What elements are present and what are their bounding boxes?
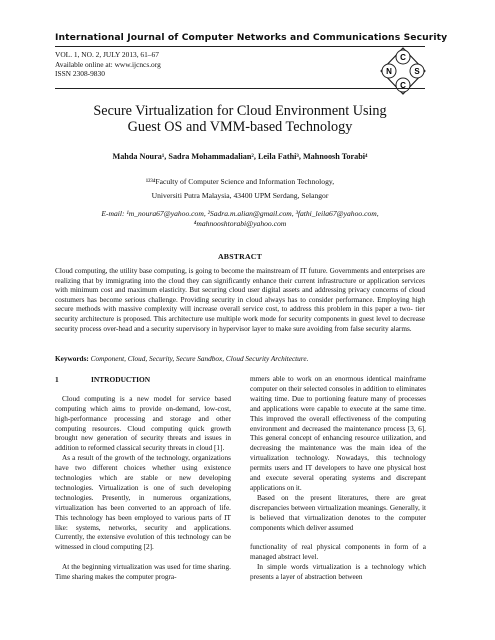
right-paragraph-1: mmers able to work on an enormous identical mainframe computer on their selected consoles in addition to eliminates waiting time. Due to portioning feature many of processes and applications were capable to execute at the same time. This improved the overall effectiveness of the computing environment and decreased the maintenance process [3, 6]. This general concept of enhancing resource utilization, and decreasing the maintenance was the main idea of the virtualization technology. Nowadays, this technology permits users and IT developers to have one physical host and execute several operating systems and discrepant applications on it.	[250, 375, 426, 492]
keywords	[55, 355, 425, 365]
logo-letter-left: N	[386, 67, 392, 76]
meta-rule	[55, 88, 425, 89]
paper-title-line-2: Guest OS and VMM-based Technology	[127, 119, 353, 136]
affiliation-line-2: Universiti Putra Malaysia, 43400 UPM Serdang, Selangor	[151, 191, 329, 200]
paper-title-line-1: Secure Virtualization for Cloud Environment Using	[93, 103, 387, 119]
right-paragraph-2: Based on the present literatures, there are great discrepancies between virtualization meanings. Generally, it is believed that virtualization denotes to the computer components which deliver assumed	[250, 493, 426, 532]
left-paragraph-1: Cloud computing is a new model for service based computing which aims to provide on-demand, low-cost, high-performance processing and storage and other computing resources. Cloud computing quick growth brought new generation of security threats and issues in addition to reformed classical security threats in cloud [1].	[55, 394, 231, 453]
journal-issn: ISSN 2308-9830	[55, 69, 105, 79]
abstract-text: Cloud computing, the utility base computing, is going to become the mainstream of IT future. Governments and enterprises are realizing that by immigrating into the cloud they can significantly enhance their current infrastructure or application services with minimum cost and maximum elasticity. But securing cloud user digital assets and addressing privacy concerns of cloud costumers has become serious challenge. Providing security in cloud always has to consider performance. Employing high secure methods with massive complexity will increase overall service cost, to address this problem in this paper a two- tier security architecture is proposed. This architecture use multiple work mode for security components in guest level to decrease security process over-head and a security supervisory in hypervisor layer to make sure avoiding from false security alarms.	[55, 267, 425, 333]
right-column	[250, 375, 426, 583]
logo-letter-top: C	[400, 53, 406, 62]
left-column	[55, 375, 231, 583]
journal-volume: VOL. 1, NO. 2, JULY 2013, 61–67	[55, 50, 159, 59]
logo-letter-right: S	[414, 67, 420, 76]
email-line-2: ⁴mahnooshtorabi@yahoo.com	[193, 219, 287, 228]
left-paragraph-3: At the beginning virtualization was used for time sharing. Time sharing makes the computer progra-	[55, 563, 231, 582]
email-line-1: E-mail: ¹m_noura67@yahoo.com, ²Sadra.m.alian@gmail.com, ³fathi_leila67@yahoo.com,	[101, 209, 379, 218]
right-paragraph-4: In simple words virtualization is a technology which presents a layer of abstraction between	[250, 563, 426, 582]
author-list: Mahda Noura¹, Sadra Mohammadalian², Leila Fathi³, Mahnoosh Torabi⁴	[112, 152, 368, 161]
right-paragraph-3: functionality of real physical components in form of a managed abstract level.	[250, 543, 426, 562]
affiliation-line-1: ¹²³⁴Faculty of Computer Science and Information Technology,	[145, 177, 335, 186]
section-title: INTRODUCTION	[91, 375, 151, 384]
keywords-text: Component, Cloud, Security, Secure Sandbox, Cloud Security Architecture.	[90, 355, 309, 363]
paper-title	[55, 103, 425, 135]
journal-title: International Journal of Computer Networks and Communications Security	[55, 32, 448, 43]
abstract-heading: ABSTRACT	[217, 252, 263, 261]
journal-website: Available online at: www.ijcncs.org	[55, 59, 161, 69]
section-heading	[55, 375, 231, 385]
keywords-label: Keywords:	[55, 355, 89, 363]
left-paragraph-2: As a result of the growth of the technology, organizations have two different choices whether using existence technologies which are stable or new developing technologies. Virtualization is one of such developing technologies. Presently, in numerous organizations, virtualization has been converted to an approach of life. This technology has been employed to various parts of IT like: systems, networks, security and applications. Currently, the extensive evolution of this technology can be witnessed in cloud computing [2].	[55, 454, 231, 552]
logo-letter-bottom: C	[400, 81, 406, 90]
section-number: 1	[55, 375, 59, 384]
header-rule	[55, 46, 425, 47]
